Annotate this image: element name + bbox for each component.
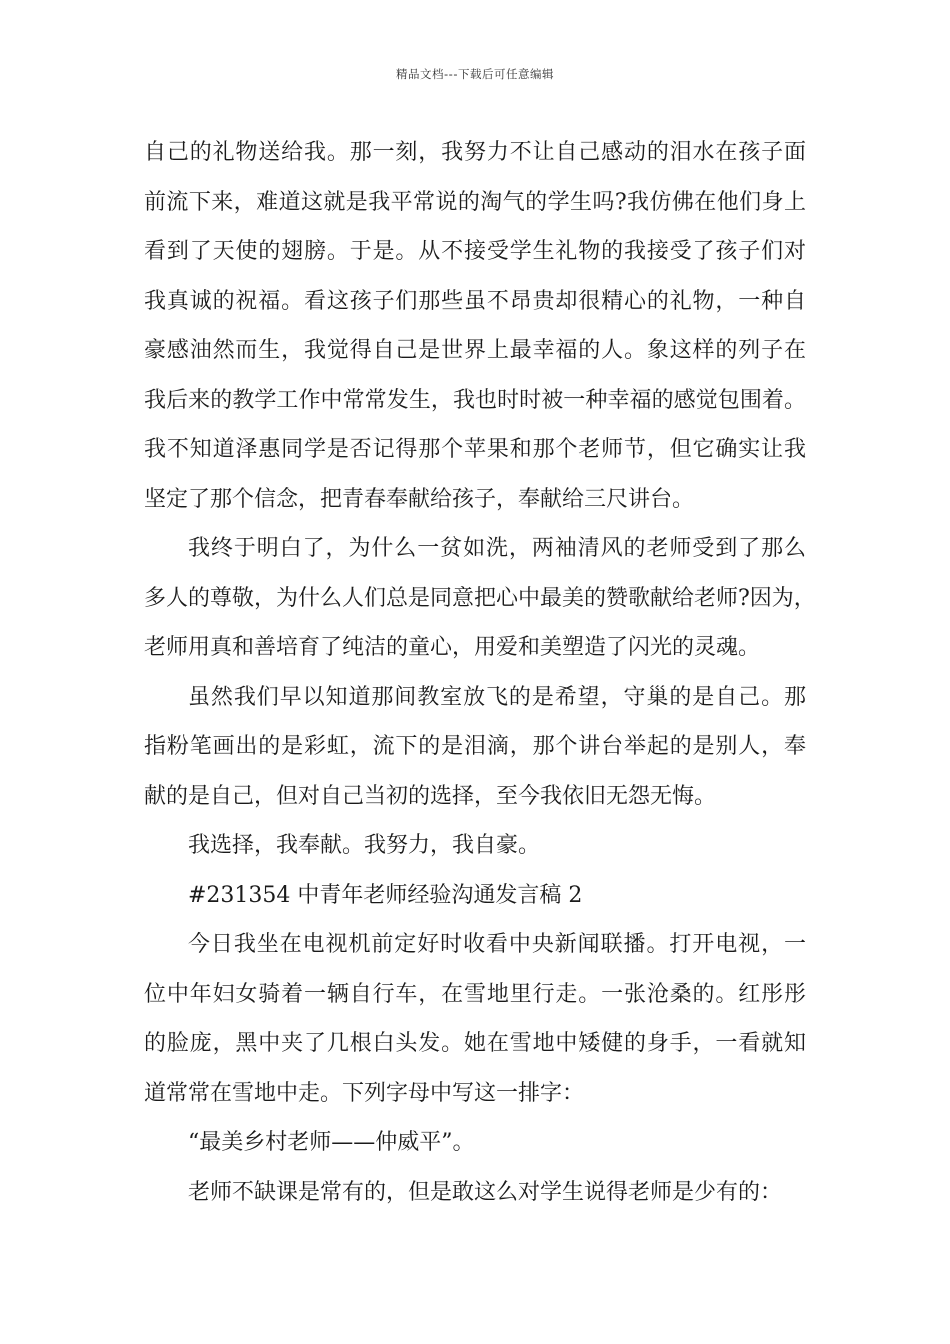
text-line: 老师不缺课是常有的，但是敢这么对学生说得老师是少有的：	[188, 1179, 783, 1205]
text-line: 指粉笔画出的是彩虹，流下的是泪滴，那个讲台举起的是别人，奉	[144, 734, 806, 759]
text-line: 今日我坐在电视机前定好时收看中央新闻联播。打开电视，一	[188, 932, 806, 957]
text-line: 位中年妇女骑着一辆自行车，在雪地里行走。一张沧桑的。红彤彤	[144, 981, 806, 1007]
paragraph	[144, 673, 806, 822]
text-line: 虽然我们早以知道那间教室放飞的是希望，守巢的是自己。那	[188, 684, 806, 710]
text-line: #231354 中青年老师经验沟通发言稿 2	[188, 882, 583, 908]
text-line: 豪感油然而生，我觉得自己是世界上最幸福的人。象这样的列子在	[144, 338, 806, 363]
text-line: 看到了天使的翅膀。于是。从不接受学生礼物的我接受了孩子们对	[144, 239, 806, 264]
text-line: 多人的尊敬，为什么人们总是同意把心中最美的赞歌献给老师?因为，	[144, 585, 816, 611]
text-line: 我不知道泽惠同学是否记得那个苹果和那个老师节，但它确实让我	[144, 437, 806, 462]
text-line: 的脸庞，黑中夹了几根白头发。她在雪地中矮健的身手，一看就知	[144, 1031, 806, 1056]
text-line: 献的是自己，但对自己当初的选择，至今我依旧无怨无悔。	[144, 783, 717, 809]
paragraph	[144, 1118, 806, 1168]
paragraph	[144, 128, 806, 524]
paragraph	[144, 821, 806, 871]
text-line: 我终于明白了，为什么一贫如洗，两袖清风的老师受到了那么	[188, 536, 806, 561]
text-line: 我真诚的祝福。看这孩子们那些虽不昂贵却很精心的礼物，一种自	[144, 288, 806, 314]
text-line: 道常常在雪地中走。下列字母中写这一排字：	[144, 1080, 585, 1106]
text-line: 前流下来，难道这就是我平常说的淘气的学生吗?我仿佛在他们身上	[144, 189, 806, 215]
paragraph	[144, 1168, 806, 1218]
paragraph	[144, 524, 816, 673]
text-line: 坚定了那个信念，把青春奉献给孩子，奉献给三尺讲台。	[144, 486, 695, 512]
text-line: “最美乡村老师——仲威平”。	[188, 1130, 475, 1155]
text-line: 我选择，我奉献。我努力，我自豪。	[188, 833, 541, 858]
section-title	[144, 871, 806, 921]
text-line: 自己的礼物送给我。那一刻，我努力不让自己感动的泪水在孩子面	[144, 140, 806, 165]
page-header: 精品文档---下载后可任意编辑	[396, 67, 554, 81]
document-body	[144, 128, 816, 1217]
paragraph	[144, 920, 806, 1118]
text-line: 我后来的教学工作中常常发生，我也时时被一种幸福的感觉包围着。	[144, 387, 806, 413]
text-line: 老师用真和善培育了纯洁的童心，用爱和美塑造了闪光的灵魂。	[144, 635, 761, 660]
